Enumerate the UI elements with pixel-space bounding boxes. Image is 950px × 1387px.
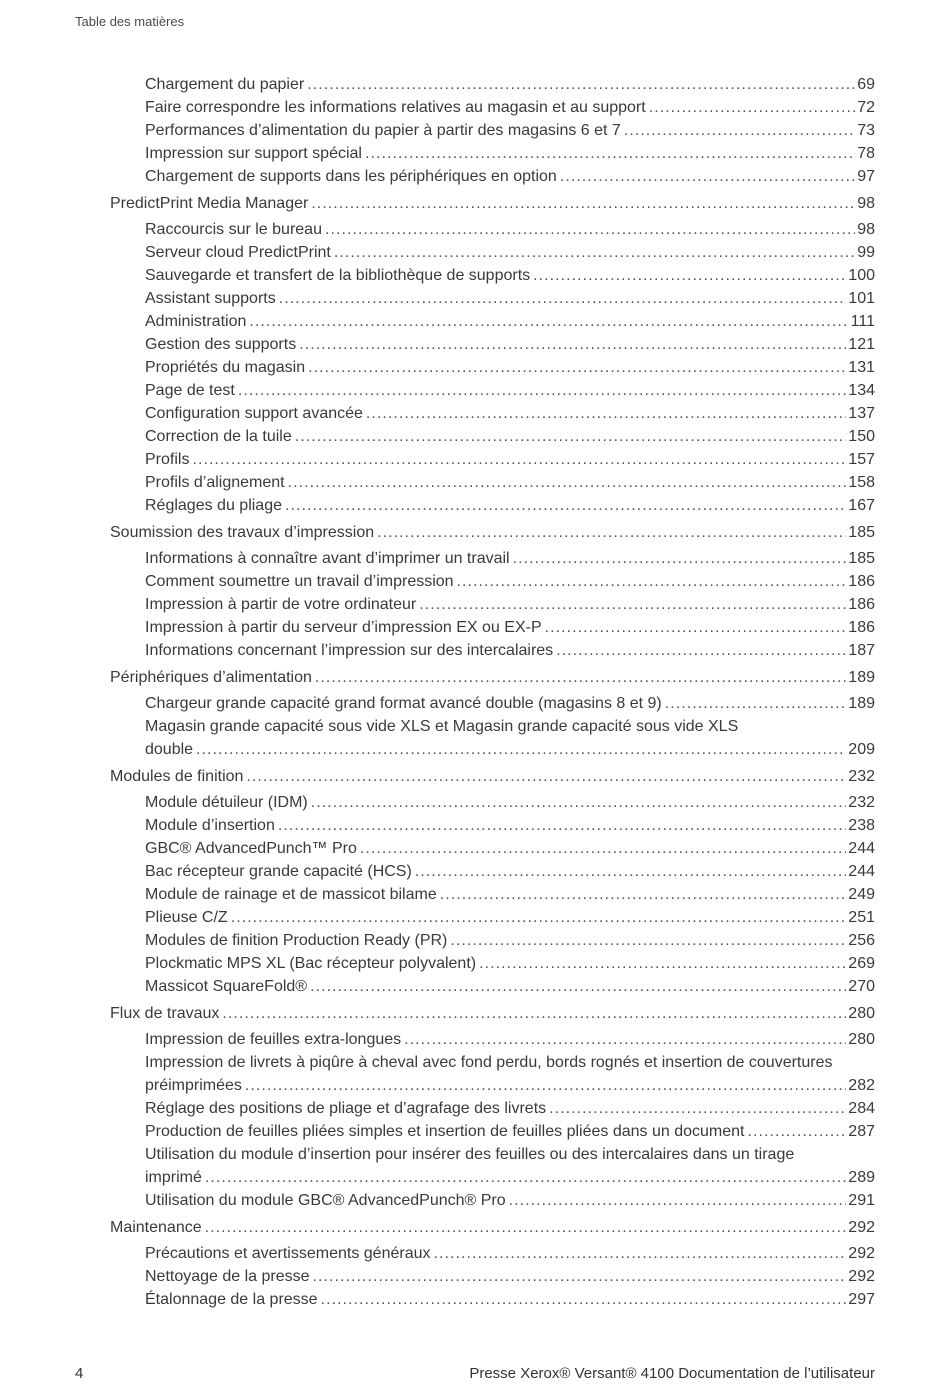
toc-page-number: 187	[848, 642, 875, 659]
toc-section-entry[interactable]	[110, 1120, 875, 1143]
toc-entry-title: Impression de feuilles extra-longues	[145, 1031, 402, 1048]
toc-page-number: 289	[848, 1169, 875, 1186]
toc-entry-row	[145, 1166, 875, 1189]
toc-entry-title: Impression de livrets à piqûre à cheval avec fond perdu, bords rognés et insertion de couvertures	[145, 1054, 833, 1071]
toc-section-entry[interactable]	[110, 494, 875, 517]
toc-entry-title: Impression sur support spécial	[145, 145, 362, 162]
toc-leader-dots	[295, 425, 847, 448]
toc-entry-row	[145, 448, 875, 471]
toc-entry-title: Modules de finition	[110, 768, 244, 785]
toc-entry-row	[145, 929, 875, 952]
toc-chapter-entry[interactable]	[110, 192, 875, 215]
toc-leader-dots	[479, 952, 846, 975]
toc-entry-title: Administration	[145, 313, 247, 330]
toc-section-entry[interactable]	[110, 906, 875, 929]
toc-leader-dots	[440, 883, 847, 906]
toc-page-number: 137	[848, 405, 875, 422]
toc-entry-row	[145, 975, 875, 998]
toc-entry-title: Modules de finition Production Ready (PR)	[145, 932, 448, 949]
toc-leader-dots	[556, 639, 846, 662]
toc-leader-dots	[509, 1189, 847, 1212]
toc-entry-title: Informations concernant l’impression sur des intercalaires	[145, 642, 554, 659]
toc-entry-title: Correction de la tuile	[145, 428, 292, 445]
toc-leader-dots	[334, 241, 855, 264]
toc-section-entry[interactable]	[110, 883, 875, 906]
toc-section-entry[interactable]	[110, 287, 875, 310]
toc-entry-row	[145, 837, 875, 860]
toc-page-number: 167	[848, 497, 875, 514]
toc-entry-title: Comment soumettre un travail d’impression	[145, 573, 454, 590]
toc-leader-dots	[450, 929, 846, 952]
toc-chapter-entry[interactable]	[110, 1002, 875, 1025]
toc-leader-dots	[279, 287, 847, 310]
toc-leader-dots	[299, 333, 846, 356]
toc-entry-title: GBC® AdvancedPunch™ Pro	[145, 840, 357, 857]
toc-leader-dots	[360, 837, 846, 860]
toc-page-number: 157	[848, 451, 875, 468]
toc-section-entry[interactable]	[110, 1242, 875, 1265]
toc-section-entry[interactable]	[110, 448, 875, 471]
toc-page-number: 256	[848, 932, 875, 949]
toc-page-number: 97	[857, 168, 875, 185]
toc-section-entry[interactable]	[110, 975, 875, 998]
toc-entry-title: Impression à partir de votre ordinateur	[145, 596, 417, 613]
toc-entry-row	[145, 471, 875, 494]
toc-leader-dots	[245, 1074, 846, 1097]
toc-section-entry[interactable]	[110, 96, 875, 119]
toc-leader-dots	[311, 192, 855, 215]
toc-entry-row	[145, 310, 875, 333]
toc-leader-dots	[549, 1097, 846, 1120]
toc-entry-row	[145, 1189, 875, 1212]
toc-entry-row	[145, 639, 875, 662]
toc-page-number: 280	[848, 1031, 875, 1048]
toc-leader-dots	[246, 765, 846, 788]
toc-section-entry[interactable]	[110, 639, 875, 662]
toc-page-number: 69	[857, 76, 875, 93]
toc-section-entry[interactable]	[110, 837, 875, 860]
toc-page-number: 150	[848, 428, 875, 445]
toc-page-number: 98	[857, 221, 875, 238]
toc-entry-title: Profils	[145, 451, 190, 468]
toc-entry-row	[145, 1265, 875, 1288]
toc-entry-title: préimprimées	[145, 1077, 242, 1094]
toc-leader-dots	[196, 738, 846, 761]
toc-entry-row	[145, 494, 875, 517]
toc-page-number: 244	[848, 840, 875, 857]
toc-page-number: 232	[848, 794, 875, 811]
toc-leader-dots	[325, 218, 855, 241]
toc-leader-dots	[457, 570, 847, 593]
toc-page-number: 189	[848, 669, 875, 686]
toc-entry-title: Bac récepteur grande capacité (HCS)	[145, 863, 412, 880]
toc-page-number: 292	[848, 1245, 875, 1262]
toc-leader-dots	[278, 814, 846, 837]
toc-leader-dots	[366, 402, 846, 425]
toc-entry-row	[145, 119, 875, 142]
toc-entry-row	[145, 1120, 875, 1143]
toc-leader-dots	[238, 379, 846, 402]
toc-entry-row	[145, 379, 875, 402]
toc-leader-dots	[315, 666, 846, 689]
toc-entry-title: Assistant supports	[145, 290, 276, 307]
toc-leader-dots	[313, 1265, 847, 1288]
toc-leader-dots	[288, 471, 847, 494]
toc-entry-title: Module d’insertion	[145, 817, 275, 834]
toc-section-entry[interactable]	[110, 692, 875, 715]
toc-leader-dots	[249, 310, 848, 333]
toc-page-number: 291	[848, 1192, 875, 1209]
toc-leader-dots	[308, 356, 846, 379]
toc-leader-dots	[310, 975, 846, 998]
toc-leader-dots	[649, 96, 856, 119]
toc-leader-dots	[624, 119, 855, 142]
toc-entry-title: Massicot SquareFold®	[145, 978, 308, 995]
toc-section-entry[interactable]	[110, 165, 875, 188]
toc-entry-row	[145, 692, 875, 715]
toc-entry-title: Nettoyage de la presse	[145, 1268, 310, 1285]
toc-entry-title: PredictPrint Media Manager	[110, 195, 309, 212]
toc-section-entry[interactable]	[110, 310, 875, 333]
toc-entry-title: Serveur cloud PredictPrint	[145, 244, 331, 261]
toc-page-number: 99	[857, 244, 875, 261]
page-number: 4	[75, 1365, 84, 1382]
toc-page-number: 186	[848, 619, 875, 636]
toc-leader-dots	[321, 1288, 847, 1311]
toc-entry-row	[110, 1216, 875, 1239]
toc-leader-dots	[533, 264, 846, 287]
toc-page-number: 185	[848, 550, 875, 567]
toc-entry-row	[145, 218, 875, 241]
toc-leader-dots	[307, 73, 855, 96]
toc-chapter-entry[interactable]	[110, 521, 875, 544]
toc-entry-title: Plockmatic MPS XL (Bac récepteur polyvalent)	[145, 955, 477, 972]
toc-page-number: 292	[848, 1219, 875, 1236]
toc-entry-row	[145, 142, 875, 165]
toc-page-number: 292	[848, 1268, 875, 1285]
toc-section-entry[interactable]	[110, 241, 875, 264]
toc-section-entry[interactable]	[110, 1097, 875, 1120]
toc-entry-row	[145, 287, 875, 310]
toc-entry-title: Plieuse C/Z	[145, 909, 228, 926]
running-header: Table des matières	[75, 14, 185, 29]
toc-leader-dots	[192, 448, 846, 471]
toc-entry-row	[145, 425, 875, 448]
toc-section-entry[interactable]	[110, 218, 875, 241]
toc-entry-title: Sauvegarde et transfert de la bibliothèque de supports	[145, 267, 531, 284]
toc-entry-title: Chargement de supports dans les périphériques en option	[145, 168, 557, 185]
toc-entry-row	[145, 860, 875, 883]
toc-section-entry[interactable]	[110, 570, 875, 593]
toc-page-number: 232	[848, 768, 875, 785]
toc-entry-title: Précautions et avertissements généraux	[145, 1245, 431, 1262]
toc-section-entry[interactable]	[110, 142, 875, 165]
toc-leader-dots	[513, 547, 847, 570]
toc-chapter-entry[interactable]	[110, 666, 875, 689]
toc-page-number: 73	[857, 122, 875, 139]
toc-page-number: 238	[848, 817, 875, 834]
toc-entry-title: Périphériques d’alimentation	[110, 669, 312, 686]
toc-page-number: 282	[848, 1077, 875, 1094]
toc-leader-dots	[545, 616, 847, 639]
toc-entry-row	[145, 1028, 875, 1051]
toc-entry-row	[110, 1002, 875, 1025]
toc-page-number: 185	[848, 524, 875, 541]
toc-entry-title: Faire correspondre les informations relatives au magasin et au support	[145, 99, 646, 116]
toc-entry-row	[145, 906, 875, 929]
toc-entry-row	[145, 402, 875, 425]
toc-entry-row	[145, 264, 875, 287]
toc-entry-title: Page de test	[145, 382, 235, 399]
toc-page-number: 280	[848, 1005, 875, 1022]
toc-section-entry[interactable]	[110, 1288, 875, 1311]
toc-page-number: 284	[848, 1100, 875, 1117]
toc-section-entry[interactable]	[110, 814, 875, 837]
toc-page-number: 101	[848, 290, 875, 307]
toc-section-entry[interactable]	[110, 402, 875, 425]
toc-leader-dots	[419, 593, 846, 616]
toc-leader-dots	[311, 791, 847, 814]
toc-entry-title: Flux de travaux	[110, 1005, 220, 1022]
toc-entry-title: Réglages du pliage	[145, 497, 282, 514]
toc-entry-row	[110, 521, 875, 544]
toc-chapter-entry[interactable]	[110, 765, 875, 788]
toc-leader-dots	[285, 494, 846, 517]
toc-entry-row	[145, 333, 875, 356]
toc-page-number: 287	[848, 1123, 875, 1140]
toc-entry-title: Utilisation du module d’insertion pour insérer des feuilles ou des intercalaires dans un tirage	[145, 1146, 795, 1163]
toc-entry-title: Production de feuilles pliées simples et insertion de feuilles pliées dans un document	[145, 1123, 745, 1140]
toc-entry-row	[110, 192, 875, 215]
toc-page-number: 186	[848, 573, 875, 590]
toc-page-number: 72	[857, 99, 875, 116]
toc-page-number: 297	[848, 1291, 875, 1308]
toc-entry-title: Réglage des positions de pliage et d’agrafage des livrets	[145, 1100, 547, 1117]
toc-entry-title: Profils d’alignement	[145, 474, 285, 491]
toc-entry-row	[145, 73, 875, 96]
toc-entry-row	[145, 1097, 875, 1120]
toc-entry-title: Propriétés du magasin	[145, 359, 306, 376]
toc-entry-title: Module détuileur (IDM)	[145, 794, 308, 811]
toc-section-entry[interactable]	[110, 1189, 875, 1212]
toc-entry-title: double	[145, 741, 194, 758]
toc-leader-dots	[433, 1242, 846, 1265]
toc-section-entry[interactable]	[110, 356, 875, 379]
toc-entry-row	[145, 165, 875, 188]
toc-entry-title: Maintenance	[110, 1219, 202, 1236]
toc-leader-dots	[231, 906, 847, 929]
toc-leader-dots	[222, 1002, 846, 1025]
toc-entry-title: Module de rainage et de massicot bilame	[145, 886, 437, 903]
toc-section-entry[interactable]	[110, 791, 875, 814]
toc-section-entry[interactable]	[110, 929, 875, 952]
toc-entry-title: Informations à connaître avant d’imprimer un travail	[145, 550, 510, 567]
toc-section-entry[interactable]	[110, 715, 875, 761]
toc-page-number: 131	[848, 359, 875, 376]
toc-leader-dots	[365, 142, 855, 165]
toc-entry-row	[145, 791, 875, 814]
toc-section-entry[interactable]	[110, 593, 875, 616]
toc-entry-title: Performances d’alimentation du papier à partir des magasins 6 et 7	[145, 122, 621, 139]
toc-page-number: 251	[848, 909, 875, 926]
toc-page-number: 98	[857, 195, 875, 212]
toc-entry-title: Utilisation du module GBC® AdvancedPunch® Pro	[145, 1192, 506, 1209]
toc-entry-title: Étalonnage de la presse	[145, 1291, 318, 1308]
toc-leader-dots	[205, 1216, 847, 1239]
toc-entry-title: Raccourcis sur le bureau	[145, 221, 322, 238]
toc-page-number: 244	[848, 863, 875, 880]
toc-page-number: 121	[848, 336, 875, 353]
toc-page-number: 209	[848, 741, 875, 758]
toc-section-entry[interactable]	[110, 73, 875, 96]
toc-entry-row	[145, 814, 875, 837]
toc-section-entry[interactable]	[110, 1265, 875, 1288]
toc-leader-dots	[377, 521, 846, 544]
toc-section-entry[interactable]	[110, 547, 875, 570]
toc-section-entry[interactable]	[110, 860, 875, 883]
toc-entry-title: Chargement du papier	[145, 76, 305, 93]
toc-leader-dots	[205, 1166, 846, 1189]
toc-section-entry[interactable]	[110, 379, 875, 402]
toc-entry-title: imprimé	[145, 1169, 202, 1186]
toc-page-number: 158	[848, 474, 875, 491]
toc-entry-row	[145, 96, 875, 119]
toc-leader-dots	[665, 692, 847, 715]
toc-entry-row	[110, 666, 875, 689]
toc-entry-title: Gestion des supports	[145, 336, 297, 353]
toc-entry-title: Magasin grande capacité sous vide XLS et Magasin grande capacité sous vide XLS	[145, 718, 739, 735]
toc-entry-title: Configuration support avancée	[145, 405, 363, 422]
toc-entry-row	[145, 241, 875, 264]
toc-entry-row	[145, 570, 875, 593]
toc-entry-row	[110, 765, 875, 788]
document-title: Presse Xerox® Versant® 4100 Documentation de l’utilisateur	[469, 1365, 875, 1382]
toc-chapter-entry[interactable]	[110, 1216, 875, 1239]
toc-section-entry[interactable]	[110, 1143, 875, 1189]
toc-section-entry[interactable]	[110, 471, 875, 494]
toc-leader-dots	[415, 860, 847, 883]
toc-leader-dots	[404, 1028, 846, 1051]
toc-section-entry[interactable]	[110, 264, 875, 287]
toc-page-number: 186	[848, 596, 875, 613]
toc-page-number: 100	[848, 267, 875, 284]
toc-section-entry[interactable]	[110, 119, 875, 142]
toc-page-number: 249	[848, 886, 875, 903]
toc-page-number: 134	[848, 382, 875, 399]
toc-section-entry[interactable]	[110, 425, 875, 448]
toc-section-entry[interactable]	[110, 333, 875, 356]
toc-entry-row	[145, 1074, 875, 1097]
toc-entry-row	[145, 738, 875, 761]
toc-entry-title: Chargeur grande capacité grand format avancé double (magasins 8 et 9)	[145, 695, 662, 712]
toc-entry-row	[145, 356, 875, 379]
table-of-contents	[110, 73, 875, 1311]
toc-entry-row	[145, 1288, 875, 1311]
toc-entry-title: Impression à partir du serveur d’impression EX ou EX-P	[145, 619, 542, 636]
toc-page-number: 269	[848, 955, 875, 972]
toc-entry-row	[145, 616, 875, 639]
toc-entry-row	[145, 1242, 875, 1265]
toc-entry-row	[145, 593, 875, 616]
toc-section-entry[interactable]	[110, 1051, 875, 1097]
toc-section-entry[interactable]	[110, 1028, 875, 1051]
toc-page-number: 270	[848, 978, 875, 995]
toc-section-entry[interactable]	[110, 616, 875, 639]
toc-leader-dots	[560, 165, 855, 188]
toc-entry-title: Soumission des travaux d’impression	[110, 524, 375, 541]
toc-entry-row	[145, 952, 875, 975]
page-footer	[75, 1364, 875, 1384]
toc-leader-dots	[747, 1120, 846, 1143]
toc-section-entry[interactable]	[110, 952, 875, 975]
toc-page-number: 78	[857, 145, 875, 162]
toc-page-number: 189	[848, 695, 875, 712]
toc-page-number: 111	[850, 313, 875, 330]
toc-entry-row	[145, 547, 875, 570]
toc-entry-row	[145, 883, 875, 906]
